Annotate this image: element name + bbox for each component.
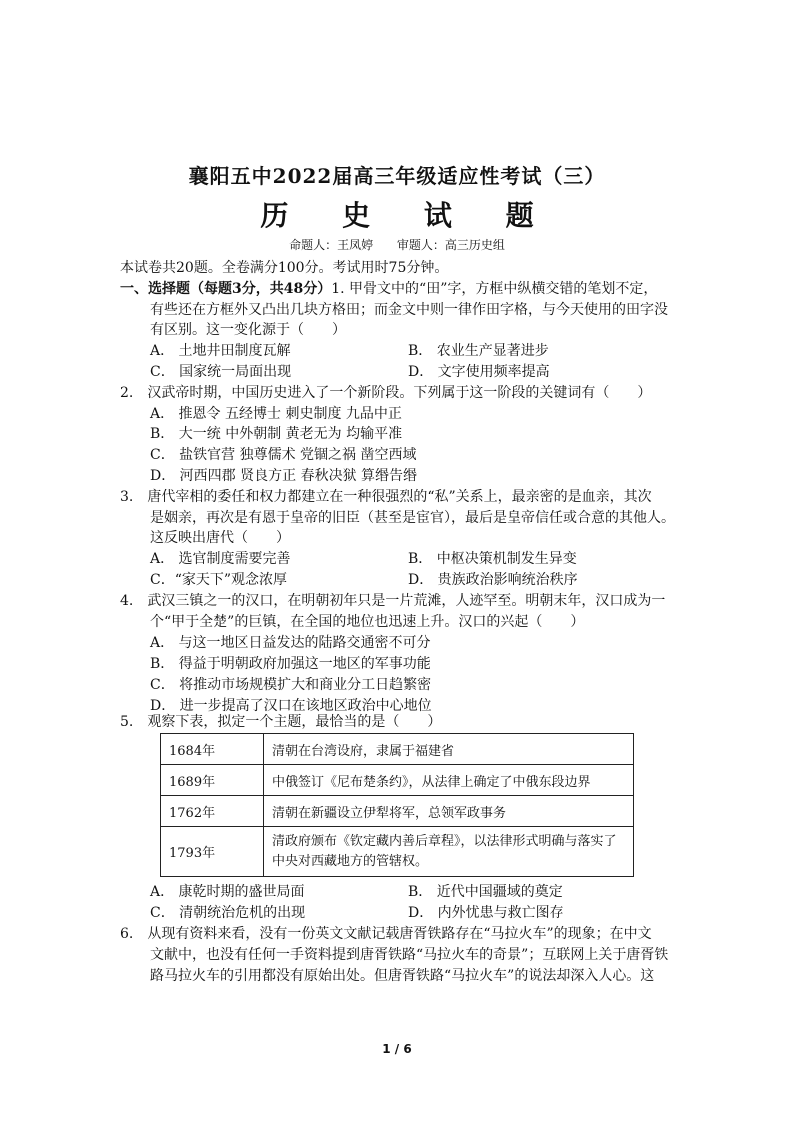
table-cell-year: 1689年 <box>161 765 264 796</box>
q6-text-1: 6. 从现有资料来看，没有一份英文文献记载唐胥铁路存在“马拉火车”的现象；在中文 <box>120 926 652 942</box>
q6-text-3: 路马拉火车的引用都没有原始出处。但唐胥铁路“马拉火车”的说法却深入人心。这 <box>150 968 655 984</box>
table-cell-year: 1793年 <box>161 827 264 877</box>
q4-option-c: C． 将推动市场规模扩大和商业分工日趋繁密 <box>150 677 432 693</box>
q1-text-1: 1. 甲骨文中的“田”字，方框中纵横交错的笔划不定， <box>331 281 658 297</box>
q1-option-d: D． 文字使用频率提高 <box>408 364 550 380</box>
table-row <box>161 734 634 765</box>
q3-text-3: 这反映出唐代（ ） <box>150 530 290 546</box>
q5-option-b: B． 近代中国疆域的奠定 <box>408 884 563 900</box>
q3-option-a: A． 选官制度需要完善 <box>150 551 291 567</box>
q5-option-c: C． 清朝统治危机的出现 <box>150 905 306 921</box>
reviewer-name: 审题人：高三历史组 <box>396 238 505 252</box>
q4-option-a: A． 与这一地区日益发达的陆路交通密不可分 <box>150 635 431 651</box>
q5-option-d: D． 内外忧患与救亡图存 <box>408 905 564 921</box>
q3-option-c: C．“家天下”观念浓厚 <box>150 572 288 588</box>
table-row <box>161 796 634 827</box>
q4-text-2: 个“甲于全楚”的巨镇，在全国的地位也迅速上升。汉口的兴起（ ） <box>150 614 585 630</box>
q2-option-a: A． 推恩令 五经博士 刺史制度 九品中正 <box>150 406 402 422</box>
table-cell-event: 清政府颁布《钦定藏内善后章程》，以法律形式明确与落实了中央对西藏地方的管辖权。 <box>264 827 634 877</box>
q1-option-a: A． 土地井田制度瓦解 <box>150 343 291 359</box>
q4-option-d: D． 进一步提高了汉口在该地区政治中心地位 <box>150 698 432 714</box>
exam-title: 襄阳五中2022届高三年级适应性考试（三） <box>188 164 606 188</box>
question-1-line-1 <box>120 279 657 299</box>
author-name: 命题人：王凤婷 <box>289 238 374 252</box>
section-heading: 一、选择题（每题3分，共48分） <box>120 281 332 297</box>
author-line <box>0 236 794 253</box>
q2-text-1: 2. 汉武帝时期，中国历史进入了一个新阶段。下列属于这一阶段的关键词有（ ） <box>120 385 652 401</box>
q2-option-c: C． 盐铁官营 独尊儒术 党锢之祸 凿空西域 <box>150 447 417 463</box>
page-number: 1 / 6 <box>382 1042 412 1056</box>
q3-option-d: D． 贵族政治影响统治秩序 <box>408 572 578 588</box>
q1-text-3: 有区别。这一变化源于（ ） <box>150 322 346 338</box>
q3-option-b: B． 中枢决策机制发生异变 <box>408 551 577 567</box>
table-cell-event: 清朝在台湾设府，隶属于福建省 <box>264 734 634 765</box>
q5-option-a: A． 康乾时期的盛世局面 <box>150 884 305 900</box>
q1-option-c: C． 国家统一局面出现 <box>150 364 292 380</box>
q1-text-2: 有些还在方框外又凸出几块方格田；而金文中则一律作田字格，与今天使用的田字没 <box>150 302 668 318</box>
table-cell-event: 中俄签订《尼布楚条约》，从法律上确定了中俄东段边界 <box>264 765 634 796</box>
q3-text-1: 3. 唐代宰相的委任和权力都建立在一种很强烈的“私”关系上，最亲密的是血亲，其次 <box>120 489 652 505</box>
table-cell-year: 1762年 <box>161 796 264 827</box>
intro-text: 本试卷共20题。全卷满分100分。考试用时75分钟。 <box>120 260 449 276</box>
subject-title: 历 史 试 题 <box>260 199 556 232</box>
q2-option-b: B． 大一统 中外朝制 黄老无为 均输平准 <box>150 426 403 442</box>
q2-option-d: D． 河西四郡 贤良方正 春秋决狱 算缗告缗 <box>150 468 418 484</box>
q3-text-2: 是姻亲，再次是有恩于皇帝的旧臣（甚至是宦官），最后是皇帝信任或合意的其他人。 <box>150 510 675 526</box>
table-cell-year: 1684年 <box>161 734 264 765</box>
table-row <box>161 765 634 796</box>
q4-text-1: 4. 武汉三镇之一的汉口，在明朝初年只是一片荒滩，人迹罕至。明朝末年，汉口成为一 <box>120 593 666 609</box>
q6-text-2: 文献中，也没有任何一手资料提到唐胥铁路“马拉火车的奇景”；互联网上关于唐胥铁 <box>150 947 669 963</box>
q5-text-1: 5. 观察下表，拟定一个主题，最恰当的是（ ） <box>120 714 442 730</box>
q4-option-b: B． 得益于明朝政府加强这一地区的军事功能 <box>150 656 431 672</box>
q1-option-b: B． 农业生产显著进步 <box>408 343 549 359</box>
q5-table <box>160 733 634 877</box>
table-cell-event: 清朝在新疆设立伊犁将军，总领军政事务 <box>264 796 634 827</box>
table-row <box>161 827 634 877</box>
